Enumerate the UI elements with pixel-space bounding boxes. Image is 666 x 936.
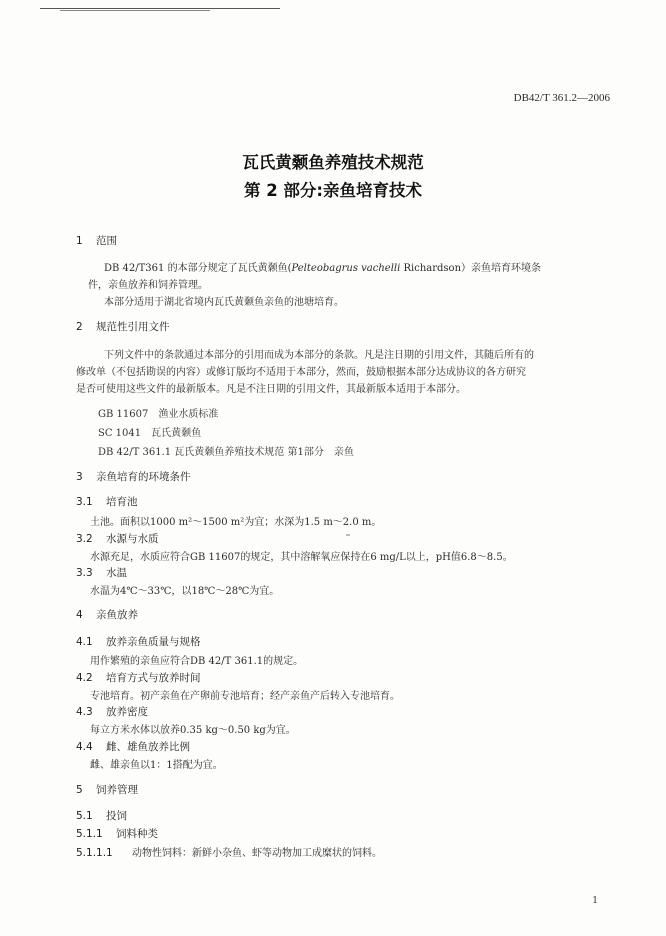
scope-text-a: DB 42/T361 的本部分规定了瓦氏黄颡鱼( [104,263,292,274]
subsection-3-3-heading [76,565,127,580]
header-rule-shadow [60,10,210,11]
subsection-title: 培育方式与放养时间 [106,672,201,684]
subsection-number: 5.1.1.1 [76,847,113,859]
subsection-number: 4.2 [76,672,93,684]
normative-paragraph-line-1: 下列文件中的条款通过本部分的引用而成为本部分的条款。凡是注日期的引用文件，其随后所有的 [104,350,534,361]
subsection-title: 投饲 [106,810,127,822]
subsection-3-2-text: 水源充足，水质应符合GB 11607的规定，其中溶解氧应保持在6 mg/L以上，pH值6.8～8.5。 [90,552,513,563]
section-number: 5 [76,784,83,796]
section-title: 亲鱼培育的环境条件 [96,471,191,483]
subsection-title: 放养亲鱼质量与规格 [106,636,201,648]
reference-db42-361-1: DB 42/T 361.1 瓦氏黄颡鱼养殖技术规范 第1部分 亲鱼 [98,447,354,458]
subsection-number: 4.3 [76,706,93,718]
subsection-4-1-text: 用作繁殖的亲鱼应符合DB 42/T 361.1的规定。 [90,656,304,667]
scope-paragraph-2: 本部分适用于湖北省境内瓦氏黄颡鱼亲鱼的池塘培育。 [104,297,344,308]
section-title: 亲鱼放养 [96,609,138,621]
subsection-number: 5.1.1 [76,828,103,840]
subsection-number: 3.3 [76,567,93,579]
section-1-heading [76,233,117,248]
subsection-number: 4.4 [76,741,93,753]
subsection-text: 动物性饲料：新鲜小杂鱼、虾等动物加工成糜状的饲料。 [132,848,382,859]
subsection-4-2-heading [76,670,201,685]
section-title: 范围 [96,235,117,247]
section-4-heading [76,607,138,622]
page-number: 1 [592,896,598,906]
section-number: 1 [76,235,83,247]
normative-paragraph-line-2: 修改单（不包括勘误的内容）或修订版均不适用于本部分，然而，鼓励根据本部分达成协议的各方研究 [76,367,526,378]
subsection-5-1-1-1 [76,844,382,859]
subsection-number: 3.2 [76,533,93,545]
header-rule [40,8,280,9]
subsection-4-3-text: 每立方米水体以放养0.35 kg～0.50 kg为宜。 [90,725,296,736]
subsection-5-1-1-heading [76,826,158,841]
subsection-number: 3.1 [76,496,93,508]
subsection-3-1-text: 土池。面积以1000 m²～1500 m²为宜；水深为1.5 m～2.0 m。 [90,517,382,528]
subsection-4-4-heading [76,739,190,754]
subsection-4-4-text: 雌、雄亲鱼以1：1搭配为宜。 [90,760,223,771]
title-line-2: 第 2 部分:亲鱼培育技术 [243,181,423,200]
subsection-5-1-heading [76,808,127,823]
subsection-title: 水源与水质 [106,533,159,545]
subsection-number: 4.1 [76,636,93,648]
section-number: 3 [76,471,83,483]
normative-paragraph-line-3: 是否可使用这些文件的最新版本。凡是不注日期的引用文件，其最新版本适用于本部分。 [76,384,466,395]
subsection-number: 5.1 [76,810,93,822]
scope-text-b: Richardson）亲鱼培育环境条 [403,263,542,274]
subsection-title: 饲料种类 [116,828,158,840]
section-title: 饲养管理 [96,784,138,796]
subsection-3-3-text: 水温为4℃～33℃，以18℃～28℃为宜。 [90,586,280,597]
subsection-4-1-heading [76,634,201,649]
section-3-heading [76,469,191,484]
section-5-heading [76,782,138,797]
subsection-title: 雌、雄鱼放养比例 [106,741,190,753]
subsection-3-2-heading [76,531,159,546]
reference-gb11607: GB 11607 渔业水质标准 [98,409,219,420]
title-line-1: 瓦氏黄颡鱼养殖技术规范 [242,153,424,172]
subsection-4-3-heading [76,704,148,719]
reference-sc1041: SC 1041 瓦氏黄颡鱼 [98,428,202,439]
subsection-title: 培育池 [106,496,138,508]
section-2-heading [76,319,170,334]
document-number: DB42/T 361.2—2006 [513,92,610,104]
subsection-3-1-heading [76,494,138,509]
scope-paragraph-line-1 [104,259,541,274]
subsection-title: 水温 [106,567,127,579]
scope-paragraph-line-2: 件，亲鱼放养和饲养管理。 [88,280,208,291]
section-number: 2 [76,321,83,333]
subsection-4-2-text: 专池培育。初产亲鱼在产卵前专池培育；经产亲鱼产后转入专池培育。 [90,691,400,702]
section-number: 4 [76,609,83,621]
scan-speck [346,534,350,536]
subsection-title: 放养密度 [106,706,148,718]
latin-species-name: Pelteobagrus vachelli [291,263,401,274]
section-title: 规范性引用文件 [96,321,170,333]
